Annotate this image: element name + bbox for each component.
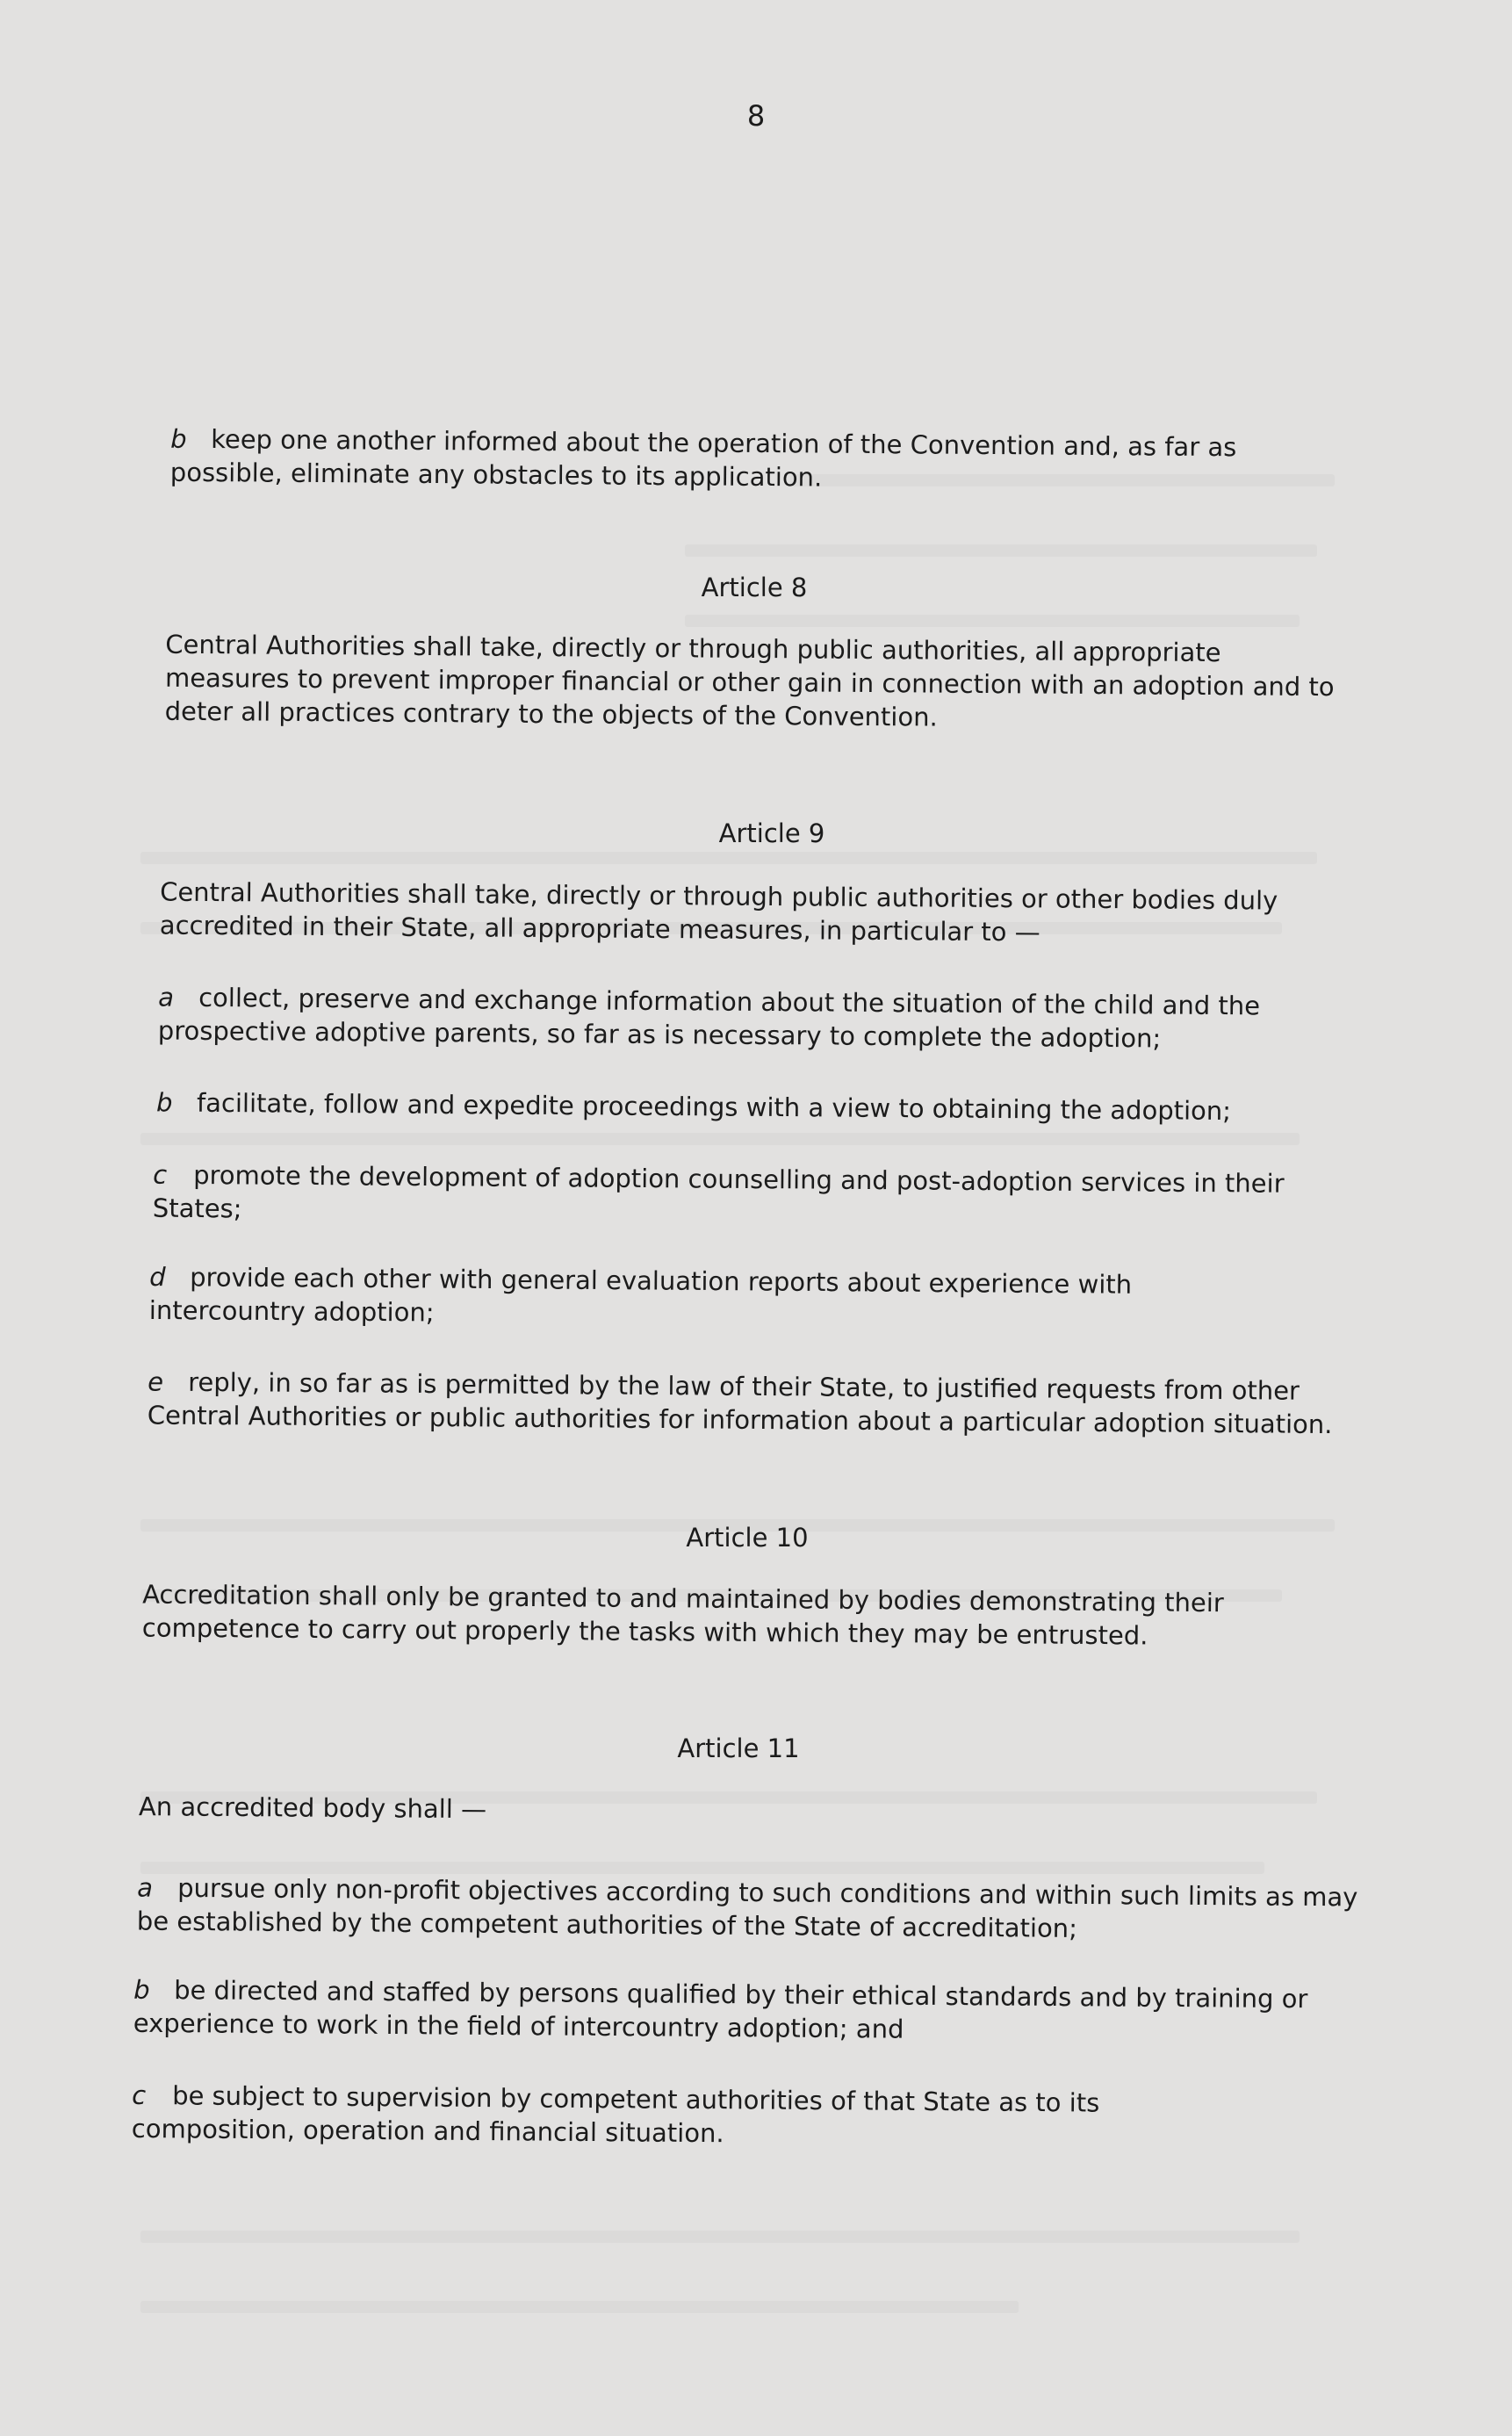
item-letter: b bbox=[133, 1974, 150, 2005]
paragraph-text: be subject to supervision by competent authorities of that State as to its composition, operation and financial situation. bbox=[131, 2080, 1100, 2149]
article-9-item-c bbox=[153, 1158, 1357, 1235]
article-11-heading: Article 11 bbox=[677, 1733, 800, 1763]
item-letter: d bbox=[149, 1261, 166, 1293]
item-letter: b bbox=[170, 423, 187, 454]
article-10-body bbox=[142, 1578, 1372, 1654]
paragraph-text: Accreditation shall only be granted to and maintained by bodies demonstrating their competence to carry out properly the tasks with which they may be entrusted. bbox=[141, 1579, 1224, 1651]
article-8-heading: Article 8 bbox=[701, 573, 808, 602]
article-11-item-c bbox=[132, 2079, 1265, 2154]
item-letter: a bbox=[137, 1872, 154, 1903]
item-letter: e bbox=[148, 1366, 164, 1397]
paragraph-text: provide each other with general evaluation reports about experience with intercountry adoption; bbox=[148, 1262, 1133, 1328]
paragraph-text: reply, in so far as is permitted by the law of their State, to justified requests from other Central Authorities or public authorities for information about a particular adoption situation. bbox=[147, 1366, 1333, 1440]
page-number: 8 bbox=[746, 99, 766, 133]
item-letter: a bbox=[158, 982, 175, 1013]
item-letter: c bbox=[153, 1159, 168, 1190]
article-11-item-a bbox=[137, 1871, 1367, 1948]
item-letter: b bbox=[155, 1087, 173, 1118]
paragraph-text: be directed and staffed by persons qualified by their ethical standards and by training or experience to work in the field of intercountry adoption; and bbox=[133, 1975, 1308, 2044]
paragraph-text: Central Authorities shall take, directly or through public authorities, all appropriate measures to prevent improper financial or other gain in connection with an adoption and to deter all practices contrary to the objects of the Convention. bbox=[164, 629, 1335, 732]
paragraph-text: facilitate, follow and expedite proceedings with a view to obtaining the adoption; bbox=[196, 1087, 1232, 1127]
paragraph-text: keep one another informed about the operation of the Convention and, as far as possible, eliminate any obstacles to its application. bbox=[169, 424, 1237, 493]
article-9-item-e bbox=[148, 1365, 1386, 1441]
article-9-intro bbox=[160, 876, 1381, 952]
article-10-heading: Article 10 bbox=[686, 1523, 809, 1553]
paragraph-text: pursue only non-profit objectives according to such conditions and within such limits as may be established by the competent authorities of the State of accreditation; bbox=[136, 1872, 1358, 1943]
article-8-body bbox=[165, 628, 1347, 738]
paragraph-text: Central Authorities shall take, directly or through public authorities or other bodies duly accredited in their State, all appropriate measures, in particular to — bbox=[159, 876, 1278, 948]
article-9-item-a bbox=[158, 981, 1379, 1057]
item-letter: c bbox=[132, 2079, 147, 2111]
article-11-intro bbox=[139, 1790, 1017, 1830]
paragraph-b-keep-informed bbox=[170, 422, 1357, 499]
paragraph-text: collect, preserve and exchange information about the situation of the child and the prospective adoptive parents, so far as is necessary to complete the adoption; bbox=[157, 982, 1261, 1054]
article-9-item-d bbox=[149, 1260, 1274, 1336]
article-9-item-b bbox=[156, 1085, 1403, 1128]
article-11-item-b bbox=[133, 1973, 1311, 2050]
paragraph-text: promote the development of adoption counselling and post-adoption services in their States; bbox=[152, 1159, 1285, 1224]
paragraph-text: An accredited body shall — bbox=[138, 1791, 487, 1825]
article-9-heading: Article 9 bbox=[718, 818, 825, 848]
